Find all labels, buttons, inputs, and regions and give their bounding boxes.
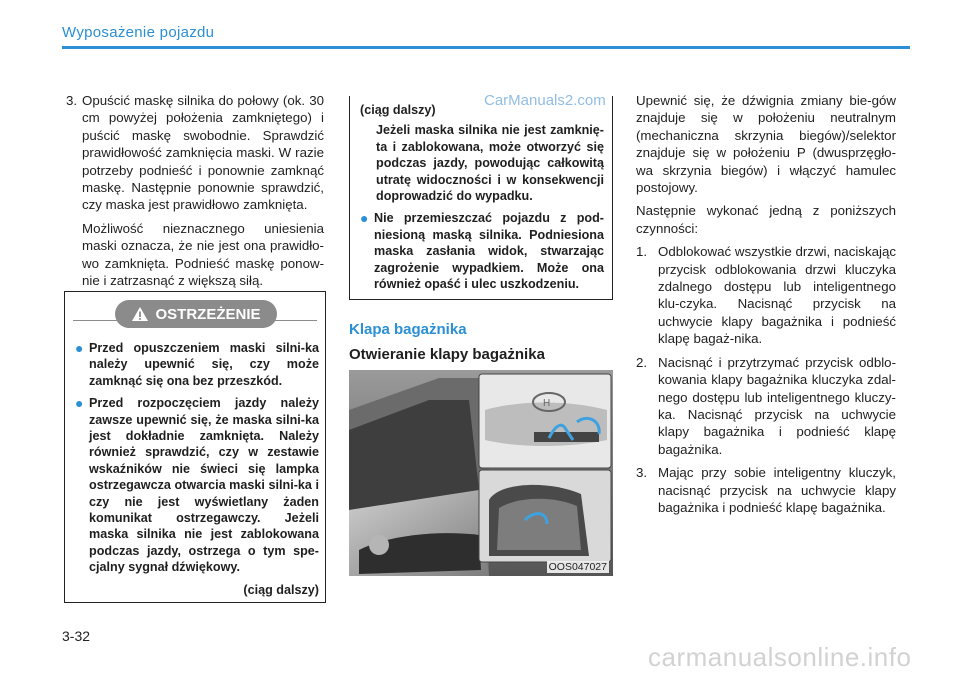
continued-bullet-text: Nie przemieszczać pojazdu z pod-niesioną maską silnika. Podniesiona maska zasłania widok, stwarzając zagrożenie wypadkiem. Może ona również opaść i ulec uszkodzeniu. [374,211,604,292]
option-step [636,464,896,516]
warning-bullet-text: Przed rozpoczęciem jazdy należy zawsze upewnić się, że maska silni-ka jest dokładnie zamknięta. Należy również sprawdzić, czy w zestawie wskaźników nie świeci się lampka ostrzegawcza otwarcia maski silni-ka i czy nie jest wyświetlany żaden komunikat ostrzegawczy. Jeżeli maska silnika nie jest zablokowana podczas jazdy, ostrzega o tym spe-cjalny sygnał dźwiękowy. [89,396,319,575]
option-number: 1. [636,244,648,260]
warning-triangle-icon [131,306,149,322]
warning-title: OSTRZEŻENIE [155,305,261,323]
step-text: Opuścić maskę silnika do połowy (ok. 30 cm powyżej położenia zamkniętego) i puścić maskę swobodnie. Sprawdzić prawidłowość zamknięcia maski. W razie potrzeby podnieść i ponownie zamknąć maskę. Następnie ponownie sprawdzić, czy maska jest prawidłowo zamknięta. [82,93,324,213]
section-title: Wyposażenie pojazdu [62,24,215,41]
intro-text: Upewnić się, że dźwignia zmiany bie-gów znajduje się w położeniu neutralnym (mechaniczna skrzynia biegów)/selektor znajduje się w położeniu P (dwusprzęgło-wa skrzynia biegów) i włączyć hamulec postojowy. [636,93,896,196]
bullet-icon: ● [360,210,369,227]
image-code: OOS047027 [548,561,607,573]
warning-bullet [75,340,319,389]
header-rule [62,46,910,49]
trunk-section-title: Klapa bagażnika [349,321,467,338]
continued-warning-box [349,96,613,300]
bullet-icon: ● [75,395,84,412]
warning-box [64,291,326,603]
tailgate-photo [349,370,613,576]
watermark-top: CarManuals2.com [484,92,606,109]
continued-heading: (ciąg dalszy) [360,103,436,117]
tailgate-illustration [349,370,613,576]
column-3 [636,92,896,516]
step-note: Możliwość nieznacznego uniesienia maski oznacza, że nie jest ona prawidło-wo zamknięta. Podnieść maskę ponow-nie i zatrzasnąć z większą siłą. [82,220,324,289]
option-text: Odblokować wszystkie drzwi, naciskając przycisk odblokowania drzwi kluczyka zdalnego dostępu lub inteligentnego klu-czyka. Nacisnąć przycisk na uchwycie klapy bagażnika i podnieść klapę bagaż-nika. [658,244,896,347]
option-number: 2. [636,354,648,370]
warning-bullet [75,395,319,575]
trunk-subsection-title: Otwieranie klapy bagażnika [349,346,545,363]
page-number: 3-32 [62,628,91,644]
step-3 [66,92,324,214]
option-number: 3. [636,465,648,481]
step-number: 3. [66,93,78,108]
continued-text: Jeżeli maska silnika nie jest zamknię-ta i zablokowana, może otworzyć się podczas jazdy, powodując całkowitą utratę widoczności i w konsekwencji doprowadzić do wypadku. [376,123,604,204]
option-step [636,243,896,347]
inset-open-trunk [479,470,611,562]
warning-header [115,300,277,328]
inset-handle [479,374,611,468]
option-text: Nacisnąć i przytrzymać przycisk odblo-kowania klapy bagażnika kluczyka zdal-nego dostępu lub inteligentnego kluczy-ka. Nacisnąć przycisk na uchwycie klapy bagażnika i podnieść klapę bagażnika. [658,354,896,457]
bullet-icon: ● [75,340,84,356]
warning-bullet-text: Przed opuszczeniem maski silni-ka należy upewnić się, czy może zamknąć się ona bez przeszkód. [89,341,319,388]
option-text: Mając przy sobie inteligentny kluczyk, nacisnąć przycisk na uchwycie klapy bagażnika i podnieść klapę bagażnika. [658,465,896,515]
warning-list [75,340,319,598]
then-text: Następnie wykonać jedną z poniższych czynności: [636,203,896,236]
continued-bullet [360,210,604,292]
option-step [636,354,896,458]
warning-continued: (ciąg dalszy) [243,582,319,597]
column-1 [66,92,324,289]
svg-text:H: H [543,398,551,409]
watermark-bottom: carmanualsonline.info [648,642,912,672]
